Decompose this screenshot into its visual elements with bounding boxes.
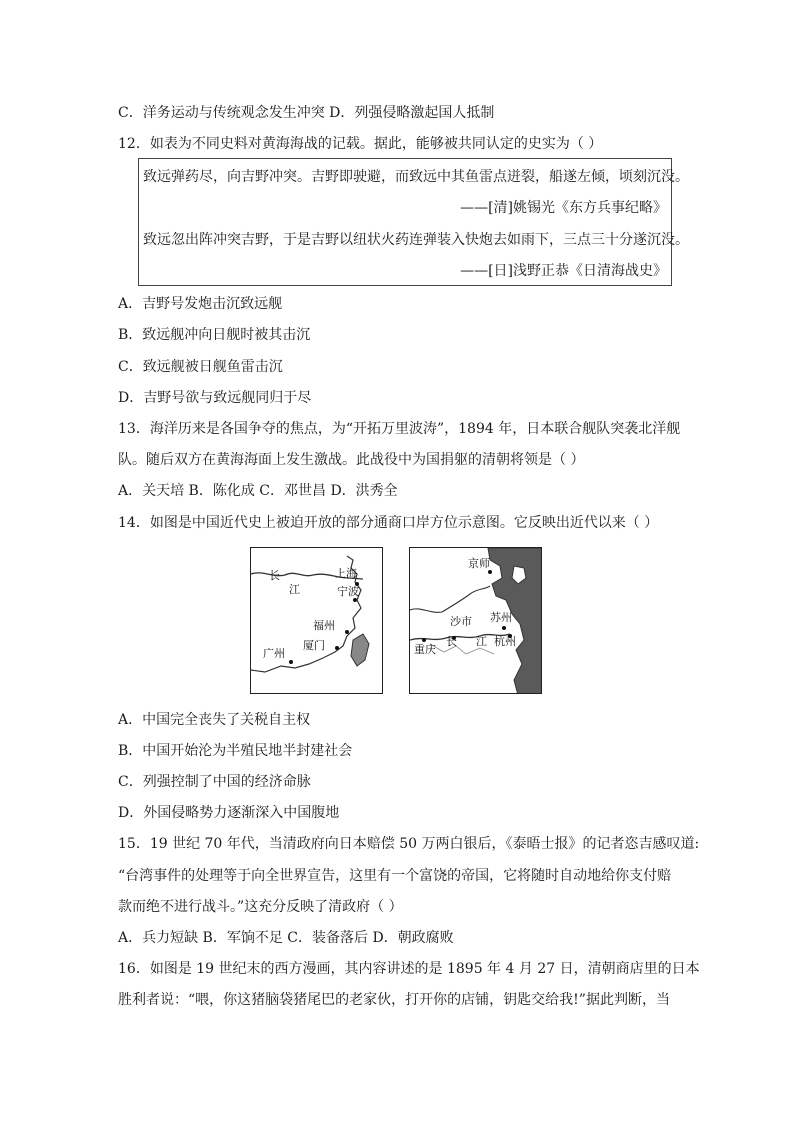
map2-label-suzhou: 苏州 [490, 611, 512, 624]
map2-label-jiang: 江 [476, 635, 487, 648]
q15-stem-line2: “台湾事件的处理等于向全世界宣告，这里有一个富饶的帝国，它将随时自动地给你支付赔 [118, 868, 672, 884]
map2-label-chongqing: 重庆 [414, 643, 436, 656]
map1-label-guangzhou: 广州 [263, 647, 285, 660]
q15-stem-line3: 款而绝不进行战斗。”这充分反映了清政府（ ） [118, 899, 403, 915]
q16-stem-line2: 胜利者说：“喂，你这猪脑袋猪尾巴的老家伙，打开你的店铺，钥匙交给我!”据此判断，当 [118, 992, 670, 1008]
q14-option-c: C．列强控制了中国的经济命脉 [118, 774, 311, 790]
map2-label-chang: 长 [446, 635, 457, 648]
map-coastal-ports [250, 547, 383, 694]
q13-stem-line1: 13．海洋历来是各国争夺的焦点，为“开拓万里波涛”，1894 年，日本联合舰队突袭北洋舰 [118, 421, 681, 437]
q12-source-table [138, 158, 689, 286]
q12-quote-2: 致远忽出阵冲突吉野，于是吉野以纽状火药连弹装入快炮去如雨下，三点三十分遂沉没。 [143, 232, 689, 248]
q12-source-1: ——[清]姚锡光《东方兵事纪略》 [460, 200, 667, 216]
q13-stem-line2: 队。随后双方在黄海海面上发生激战。此战役中为国捐躯的清朝将领是（ ） [118, 452, 585, 468]
map1-label-ningbo: 宁波 [337, 585, 359, 598]
q15-stem-line1: 15．19 世纪 70 年代，当清政府向日本赔偿 50 万两白银后，《泰晤士报》的记者恣吉感叹道: [118, 836, 700, 852]
q12-stem: 12．如表为不同史料对黄海海战的记载。据此，能够被共同认定的史实为（ ） [118, 136, 603, 152]
map1-label-chang: 长 [269, 569, 280, 582]
map1-label-shanghai: 上海 [335, 567, 357, 580]
map2-label-shashi: 沙市 [450, 615, 472, 628]
q12-option-a: A．吉野号发炮击沉致远舰 [118, 296, 283, 312]
q12-option-b: B．致远舰冲向日舰时被其击沉 [118, 327, 311, 343]
map2-label-hangzhou: 杭州 [494, 635, 516, 648]
map1-label-jiang: 江 [289, 583, 300, 596]
q14-option-a: A．中国完全丧失了关税自主权 [118, 712, 311, 728]
q14-option-d: D．外国侵略势力逐渐深入中国腹地 [118, 805, 340, 821]
q12-quote-1: 致远弹药尽，向吉野冲突。吉野即驶避，而致远中其鱼雷点迸裂，船遂左倾，顷刻沉没。 [143, 169, 689, 185]
map1-label-fuzhou: 福州 [313, 619, 335, 632]
q12-option-c: C．致远舰被日舰鱼雷击沉 [118, 359, 283, 375]
map2-label-jingshi: 京师 [468, 557, 490, 570]
q15-options: A．兵力短缺 B．军饷不足 C．装备落后 D．朝政腐败 [118, 930, 454, 946]
q16-stem-line1: 16．如图是 19 世纪末的西方漫画，其内容讲述的是 1895 年 4 月 27 日，清朝商店里的日本 [118, 961, 700, 977]
q14-option-b: B．中国开始沦为半殖民地半封建社会 [118, 743, 353, 759]
map-inland-ports [409, 547, 542, 694]
q12-source-2: ——[日]浅野正恭《日清海战史》 [460, 263, 667, 279]
q11-options-cd: C．洋务运动与传统观念发生冲突 D．列强侵略激起国人抵制 [118, 105, 495, 121]
q12-option-d: D．吉野号欲与致远舰同归于尽 [118, 390, 312, 406]
q13-options: A．关天培 B．陈化成 C．邓世昌 D．洪秀全 [118, 483, 398, 499]
map1-label-xiamen: 厦门 [303, 639, 325, 652]
q14-stem: 14．如图是中国近代史上被迫开放的部分通商口岸方位示意图。它反映出近代以来（ ） [118, 515, 659, 531]
